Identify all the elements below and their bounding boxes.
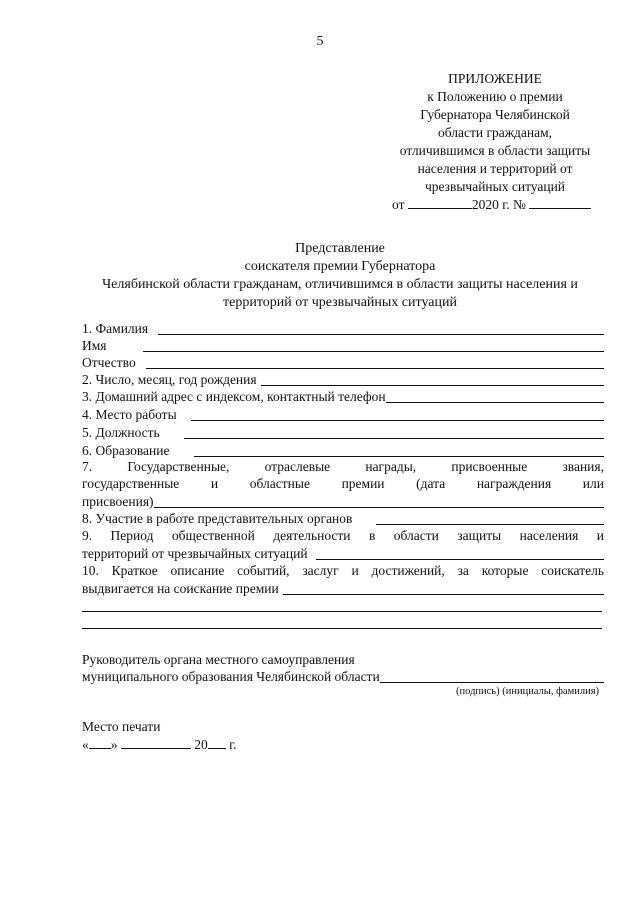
field-line[interactable] [158,322,604,335]
field-line[interactable] [154,495,604,508]
field-line[interactable] [386,390,604,403]
appendix-line: чрезвычайных ситуаций [424,179,566,194]
month-blank[interactable] [121,736,191,749]
field-name[interactable] [82,337,604,354]
field-education[interactable] [82,442,604,459]
year-prefix: 20 [194,737,208,752]
title-line: соискателя премии Губернатора [244,259,436,274]
field-line[interactable] [184,426,604,439]
appendix-line: отличившимся в области защиты [399,143,591,158]
appendix-line: к Положению о премии [427,89,563,104]
field-label: 3. Домашний адрес с индексом, контактный телефон [82,389,386,404]
field-representative[interactable] [82,510,604,527]
field-label: 5. Должность [82,425,160,440]
field-label: присвоения) [82,494,154,509]
appendix-line: области гражданам, [437,125,553,140]
signature-field[interactable] [82,668,604,685]
field-line[interactable] [146,356,604,369]
signature-line[interactable] [380,670,604,683]
field-position[interactable] [82,424,604,441]
field-label: территорий от чрезвычайных ситуаций [82,546,308,561]
field-label: 6. Образование [82,443,170,458]
field-label: Отчество [82,355,136,370]
year-suffix: г. [229,737,237,752]
field-line[interactable] [191,408,604,421]
appendix-date-line [392,196,591,213]
field-label: 2. Число, месяц, год рождения [82,372,257,387]
title-line: Представление [295,241,385,256]
awards-text-line: 7. Государственные, отраслевые награды, присвоенные звания, [82,459,604,474]
description-extra-line[interactable] [82,628,602,629]
appendix-line: населения и территорий от [417,161,573,176]
period-text-line: 9. Период общественной деятельности в области защиты населения и [82,528,604,543]
field-patronymic[interactable] [82,354,604,371]
description-text-line: 10. Краткое описание событий, заслуг и достижений, за которые соискатель [82,563,604,578]
field-description[interactable] [82,580,604,597]
date-blank[interactable] [408,196,472,209]
field-line[interactable] [376,512,604,525]
field-birthdate[interactable] [82,371,604,388]
field-line[interactable] [143,339,604,352]
appendix-line: Губернатора Челябинской [420,107,570,122]
date-year-number: 2020 г. № [471,197,526,212]
field-label: Имя [82,338,107,353]
appendix-heading: ПРИЛОЖЕНИЕ [448,71,542,86]
number-blank[interactable] [529,196,591,209]
title-line: Челябинской области гражданам, отличившимся в области защиты населения и [102,277,578,292]
field-workplace[interactable] [82,406,604,423]
field-label: 1. Фамилия [82,321,149,336]
field-address[interactable] [82,388,604,405]
field-label: 8. Участие в работе представительных органов [82,511,353,526]
field-line[interactable] [316,547,604,560]
description-extra-line[interactable] [82,611,602,612]
field-period[interactable] [82,545,604,562]
awards-text-line: государственные и областные премии (дата награждения или [82,476,604,491]
close-quote: » [110,737,118,752]
open-quote: « [82,737,89,752]
signature-label: муниципального образования Челябинской области [82,669,380,684]
field-line[interactable] [194,444,605,457]
field-label: выдвигается на соискание премии [82,581,279,596]
signature-title-line: Руководитель органа местного самоуправления [82,652,355,667]
field-line[interactable] [283,582,604,595]
stamp-date-line [82,736,237,753]
field-awards[interactable] [82,493,604,510]
appendix-block [380,70,610,196]
field-label: 4. Место работы [82,407,177,422]
page-number: 5 [316,34,324,49]
document-title [40,240,640,312]
day-blank[interactable] [89,736,111,749]
date-prefix: от [392,197,405,212]
stamp-label: Место печати [82,719,161,734]
title-line: территорий от чрезвычайных ситуаций [223,295,457,310]
field-surname[interactable] [82,320,604,337]
year-blank[interactable] [208,736,226,749]
field-line[interactable] [261,373,604,386]
signature-caption: (подпись) (инициалы, фамилия) [456,686,600,697]
